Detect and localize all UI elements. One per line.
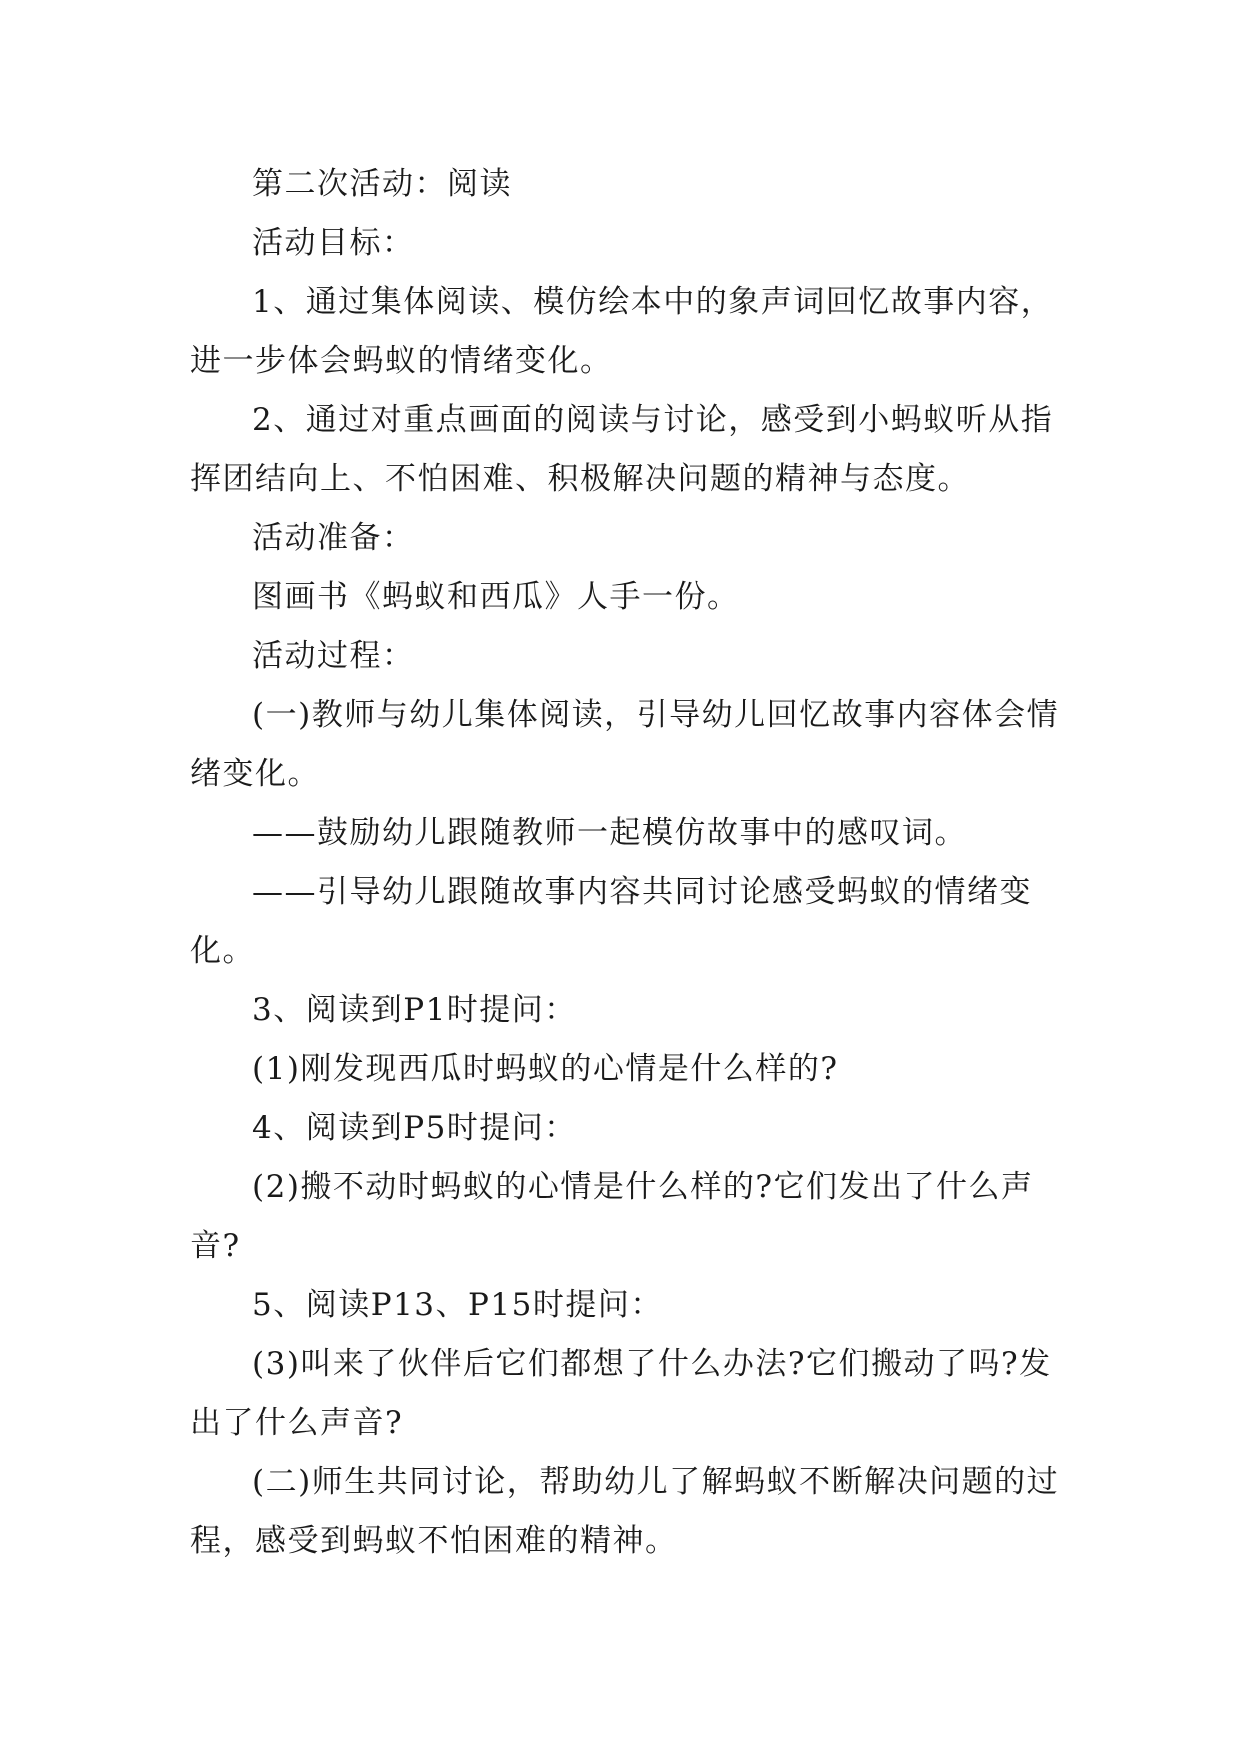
reading-item-5: 5、阅读P13、P15时提问： xyxy=(252,1287,663,1323)
reading-item-3: 3、阅读到P1时提问： xyxy=(252,992,577,1028)
preparation-text: 图画书《蚂蚁和西瓜》人手一份。 xyxy=(252,579,740,615)
reading-item-4: 4、阅读到P5时提问： xyxy=(252,1110,577,1146)
goal-item-2: 2、通过对重点画面的阅读与讨论，感受到小蚂蚁听从指挥团结向上、不怕困难、积极解决问题的精神与态度。 xyxy=(190,402,1054,497)
process-step-2: (二)师生共同讨论，帮助幼儿了解蚂蚁不断解决问题的过程，感受到蚂蚁不怕困难的精神。 xyxy=(190,1464,1060,1559)
process-bullet-1: ——鼓励幼儿跟随教师一起模仿故事中的感叹词。 xyxy=(252,815,967,851)
question-1: (1)刚发现西瓜时蚂蚁的心情是什么样的? xyxy=(252,1051,839,1087)
question-2: (2)搬不动时蚂蚁的心情是什么样的?它们发出了什么声音? xyxy=(190,1169,1034,1264)
document-body xyxy=(190,155,1070,1571)
process-bullet-2: ——引导幼儿跟随故事内容共同讨论感受蚂蚁的情绪变化。 xyxy=(190,874,1032,969)
subheading-preparation: 活动准备： xyxy=(252,520,415,556)
subheading-goals: 活动目标： xyxy=(252,225,415,261)
process-step-1: (一)教师与幼儿集体阅读，引导幼儿回忆故事内容体会情绪变化。 xyxy=(190,697,1060,792)
question-3: (3)叫来了伙伴后它们都想了什么办法?它们搬动了吗?发出了什么声音? xyxy=(190,1346,1052,1441)
section-heading: 第二次活动：阅读 xyxy=(252,166,512,202)
goal-item-1: 1、通过集体阅读、模仿绘本中的象声词回忆故事内容，进一步体会蚂蚁的情绪变化。 xyxy=(190,284,1054,379)
subheading-process: 活动过程： xyxy=(252,638,415,674)
